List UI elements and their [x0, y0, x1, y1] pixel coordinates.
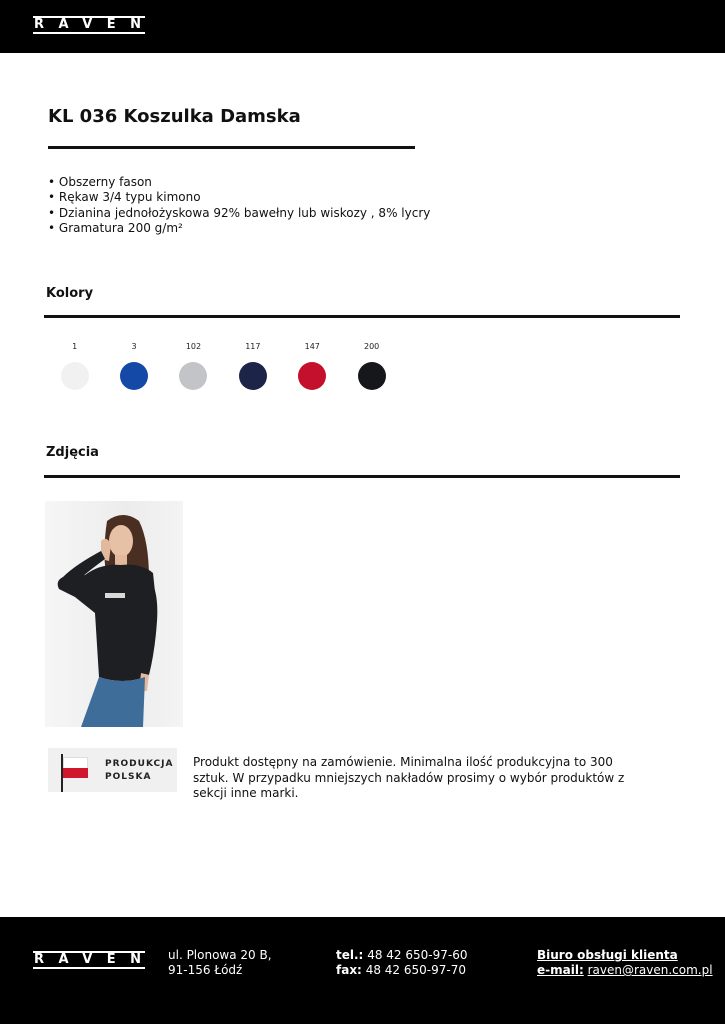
color-code: 1 [72, 342, 78, 351]
color-swatch[interactable] [119, 342, 178, 390]
feature-item: • Obszerny fason [48, 175, 152, 189]
color-swatch[interactable] [357, 342, 416, 390]
made-in-poland-badge [48, 748, 177, 792]
color-code: 117 [245, 342, 261, 351]
logo-text: RAVEN [34, 952, 156, 967]
color-dot [239, 362, 267, 390]
footer-phones [336, 948, 467, 978]
color-swatch[interactable] [179, 342, 238, 390]
fax-label: fax: [336, 963, 362, 977]
tel-label: tel.: [336, 948, 364, 962]
color-dot [179, 362, 207, 390]
logo-text: RAVEN [34, 17, 156, 32]
tel-value: 48 42 650-97-60 [367, 948, 468, 962]
color-dot [61, 362, 89, 390]
feature-item: • Gramatura 200 g/m² [48, 220, 183, 235]
logo-rule-bottom [33, 967, 145, 969]
title-divider [48, 146, 415, 149]
footer-support [537, 948, 713, 978]
tel-row[interactable] [336, 948, 467, 963]
badge-line1: PRODUKCJA [105, 759, 174, 769]
color-swatch[interactable] [60, 342, 119, 390]
photos-heading: Zdjęcia [46, 445, 99, 460]
footer-address [168, 948, 272, 978]
color-dot [120, 362, 148, 390]
feature-item: • Dzianina jednołożyskowa 92% bawełny lub wiskozy , 8% lycry [48, 205, 431, 220]
product-title: KL 036 Koszulka Damska [48, 106, 301, 127]
colors-divider [44, 315, 680, 318]
colors-heading: Kolory [46, 286, 94, 301]
badge-line2: POLSKA [105, 772, 152, 782]
color-code: 147 [304, 342, 320, 351]
color-dot [298, 362, 326, 390]
email-label: e-mail: [537, 963, 584, 977]
color-swatch[interactable] [298, 342, 357, 390]
photos-divider [44, 475, 680, 478]
fax-row [336, 963, 467, 978]
flag-white [63, 757, 88, 768]
address-line: ul. Plonowa 20 B, [168, 948, 272, 962]
color-swatch[interactable] [238, 342, 297, 390]
fax-value: 48 42 650-97-70 [365, 963, 466, 977]
flag-red [63, 768, 88, 778]
color-code: 200 [364, 342, 380, 351]
color-code: 3 [131, 342, 137, 351]
support-heading-link[interactable]: Biuro obsługi klienta [537, 948, 678, 962]
address-line: 91-156 Łódź [168, 963, 243, 977]
color-swatches [60, 342, 416, 390]
availability-note: Produkt dostępny na zamówienie. Minimalna ilość produkcyjna to 300 sztuk. W przypadku mniejszych nakładów prosimy o wybór produktów z sekcji inne marki. [193, 755, 625, 800]
feature-list [48, 175, 430, 236]
raven-logo[interactable] [33, 16, 156, 34]
color-dot [358, 362, 386, 390]
color-code: 102 [185, 342, 202, 351]
email-link[interactable]: raven@raven.com.pl [587, 963, 713, 977]
raven-logo-footer[interactable] [33, 951, 156, 969]
feature-item: • Rękaw 3/4 typu kimono [48, 190, 201, 205]
logo-rule-bottom [33, 32, 145, 34]
model-illustration [45, 501, 183, 727]
product-photo[interactable] [45, 501, 183, 727]
